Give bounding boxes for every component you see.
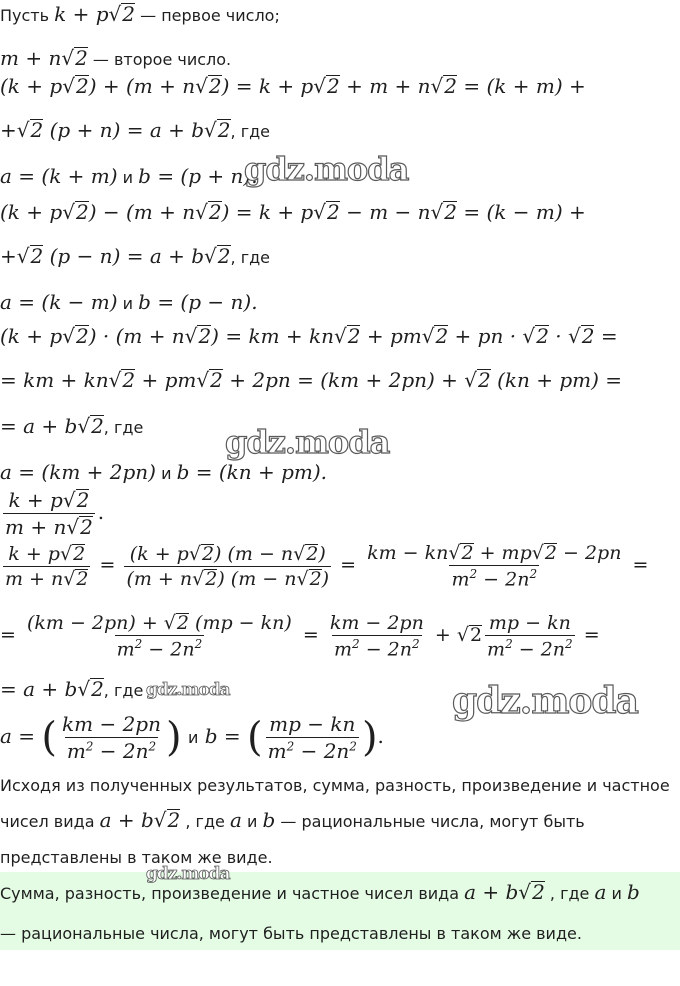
diff-line-2: +√2 (p − n) = a + b√2, где [0,244,271,268]
formula: m + n√2 [0,46,88,70]
conclusion-line-3: представлены в таком же виде. [0,848,273,867]
diff-line-3: a = (k − m) и b = (p − n). [0,290,258,314]
quot-line-5: a = ( $\frac{km - 2pn}{m^2 - 2n^2}$ ) и b = ( $\frac{mp - kn}{m^2 - 2n^2}$ ). [0,712,384,763]
intro-line-2 [0,46,231,70]
quot-line-3: = $\frac{(km - 2pn) + √2 (mp - kn)}{m^2 - 2n^2}$ = $\frac{km - 2pn}{m^2 - 2n^2}$ + √2 $\frac{mp - kn}{m^2 - 2n^2}$ = [0,612,600,661]
intro-line-1 [0,2,280,26]
answer-line-2: — рациональные числа, могут быть представлены в таком же виде. [0,924,582,943]
prod-line-3: = a + b√2, где [0,414,144,438]
watermark: gdz.moda [146,864,230,884]
watermark: gdz.moda [225,423,390,461]
quot-line-1: $\frac{k + p√2}{m + n√2}$ . [5,488,105,539]
sum-line-3: a = (k + m) и b = (p + n). [0,164,258,188]
prod-line-4: a = (km + 2pn) и b = (kn + pm). [0,460,328,484]
conclusion-line-2: чисел вида a + b√2 , где a и b — рациональные числа, могут быть [0,808,585,832]
intro-text: — второе число. [92,50,232,69]
watermark: gdz.moda [244,150,409,188]
intro-text: — первое число; [140,6,280,25]
quot-line-4: = a + b√2, где [0,677,144,701]
intro-word: Пусть [0,6,50,25]
sum-line-1: (k + p√2) + (m + n√2) = k + p√2 + m + n√2 = (k + m) + [0,74,586,98]
sum-line-2: +√2 (p + n) = a + b√2, где [0,118,271,142]
watermark: gdz.moda [146,680,230,700]
answer-line-1: Сумма, разность, произведение и частное чисел вида a + b√2 , где a и b [0,880,640,904]
prod-line-1: (k + p√2) · (m + n√2) = km + kn√2 + pm√2 + pn · √2 · √2 = [0,324,618,348]
quot-line-2: $\frac{k + p√2}{m + n√2}$ = $\frac{(k + p√2) (m - n√2)}{(m + n√2) (m - n√2)}$ = $\frac{km - kn√2 + mp√2 - 2pn}{m^2 - 2n^2}$ = [5,542,649,591]
conclusion-line-1: Исходя из полученных результатов, сумма, разность, произведение и частное [0,776,670,795]
formula: k + p√2 [54,2,136,26]
prod-line-2: = km + kn√2 + pm√2 + 2pn = (km + 2pn) + √2 (kn + pm) = [0,368,623,392]
diff-line-1: (k + p√2) − (m + n√2) = k + p√2 − m − n√2 = (k − m) + [0,200,586,224]
watermark: gdz.moda [452,680,638,722]
